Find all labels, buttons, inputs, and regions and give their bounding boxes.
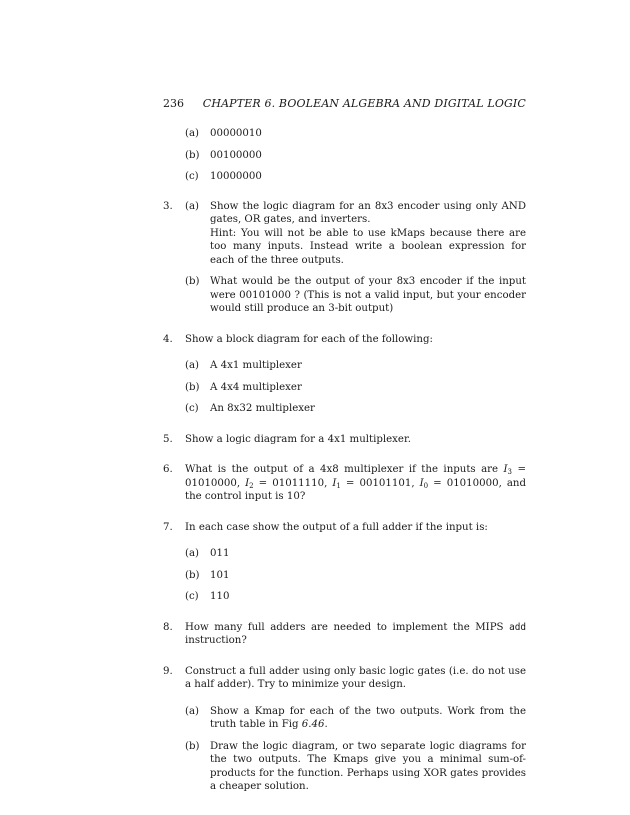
list-item: (c) An 8x32 multiplexer: [185, 403, 315, 414]
exercise-list: [163, 127, 526, 794]
page-number: 236: [163, 97, 184, 110]
list-item: (a) A 4x1 multiplexer: [185, 360, 302, 371]
list-item: (a) 011: [185, 548, 230, 559]
list-item: (b) 00100000: [185, 149, 262, 161]
problem-8-text: How many full adders are needed to implement the MIPS add instruction?: [185, 621, 526, 646]
problem-9b: (b) Draw the logic diagram, or two separate logic diagrams for the two outputs. The Kmaps give you a minimal sum-of-products for the function. Perhaps using XOR gates provides a cheaper solution.: [185, 740, 526, 792]
problem-4: 4. Show a block diagram for each of the following: (a) A 4x1 multiplexer (b) A 4x4 multiplexer (c) An 8x32 multiplexer: [163, 333, 526, 416]
problem-5: 5. Show a logic diagram for a 4x1 multiplexer.: [163, 433, 411, 445]
problem-3: 3. (a) Show the logic diagram for an 8x3 encoder using only AND gates, OR gates, and inverters. Hint: You will not be able to use kMaps because there are too many inputs. Instead write a boolean expression for each of the three outputs. (b) What would be the output of your 8x3 encoder if the input were 00101000 ? (This is not a valid input, but your encoder would still produce an 3-bit output): [163, 200, 526, 314]
problem-7-text: In each case show the output of a full adder if the input is:: [185, 521, 488, 533]
list-item: (c) 110: [185, 591, 230, 602]
problem-3a-hint: Hint: You will not be able to use kMaps because there are too many inputs. Instead write a boolean expression for each of the three outputs.: [210, 227, 526, 266]
list-item: (b) A 4x4 multiplexer: [185, 381, 302, 393]
list-item: (a) 00000010: [185, 128, 262, 139]
list-item: (b) 101: [185, 569, 230, 581]
problem-3a-text: Show the logic diagram for an 8x3 encoder using only AND gates, OR gates, and inverters.: [210, 200, 526, 225]
problem-3b: (b) What would be the output of your 8x3 encoder if the input were 00101000 ? (This is not a valid input, but your encoder would still produce an 3-bit output): [185, 276, 526, 314]
problem-4-text: Show a block diagram for each of the following:: [185, 333, 433, 345]
problem-9-text: Construct a full adder using only basic logic gates (i.e. do not use a half adder). Try to minimize your design.: [185, 665, 526, 690]
list-item: (c) 10000000: [185, 171, 262, 182]
code-add: add: [509, 621, 526, 633]
figure-ref: 6.46: [301, 719, 325, 730]
problem-6-text: What is the output of a 4x8 multiplexer if the inputs are $I_3 = 01010000$, $I_2 = 01011110$, $I_1 = 00101101$, $I_0 = 01010000$, and the control input is 10?: [185, 464, 526, 502]
problem-6: 6. What is the output of a 4x8 multiplexer if the inputs are $I_3 = 01010000$, $I_2 = 01011110$, $I_1 = 00101101$, $I_0 = 01010000$, and the control input is 10?: [163, 464, 526, 502]
problem-3a: (a) Show the logic diagram for an 8x3 encoder using only AND gates, OR gates, and inverters. Hint: You will not be able to use kMaps because there are too many inputs. Instead write a boolean expression for each of the three outputs.: [185, 200, 526, 266]
problem-9a: (a) Show a Kmap for each of the two outputs. Work from the truth table in Fig 6.46.: [185, 705, 526, 730]
problem-8: 8. How many full adders are needed to implement the MIPS add instruction?: [163, 621, 526, 646]
problem-9: 9. Construct a full adder using only basic logic gates (i.e. do not use a half adder). Try to minimize your design. (a) Show a Kmap for each of the two outputs. Work from the truth table in Fig 6.46. (b) Draw the logic diagram, or two separate logic diagrams for the two outputs. The Kmaps give you a minimal sum-of-products for the function. Perhaps using XOR gates provides a cheaper solution.: [163, 665, 526, 792]
chapter-title: CHAPTER 6. BOOLEAN ALGEBRA AND DIGITAL LOGIC: [202, 97, 526, 110]
problem-7: 7. In each case show the output of a full adder if the input is: (a) 011 (b) 101 (c) 110: [163, 521, 526, 604]
previous-problem-items: [185, 127, 526, 184]
